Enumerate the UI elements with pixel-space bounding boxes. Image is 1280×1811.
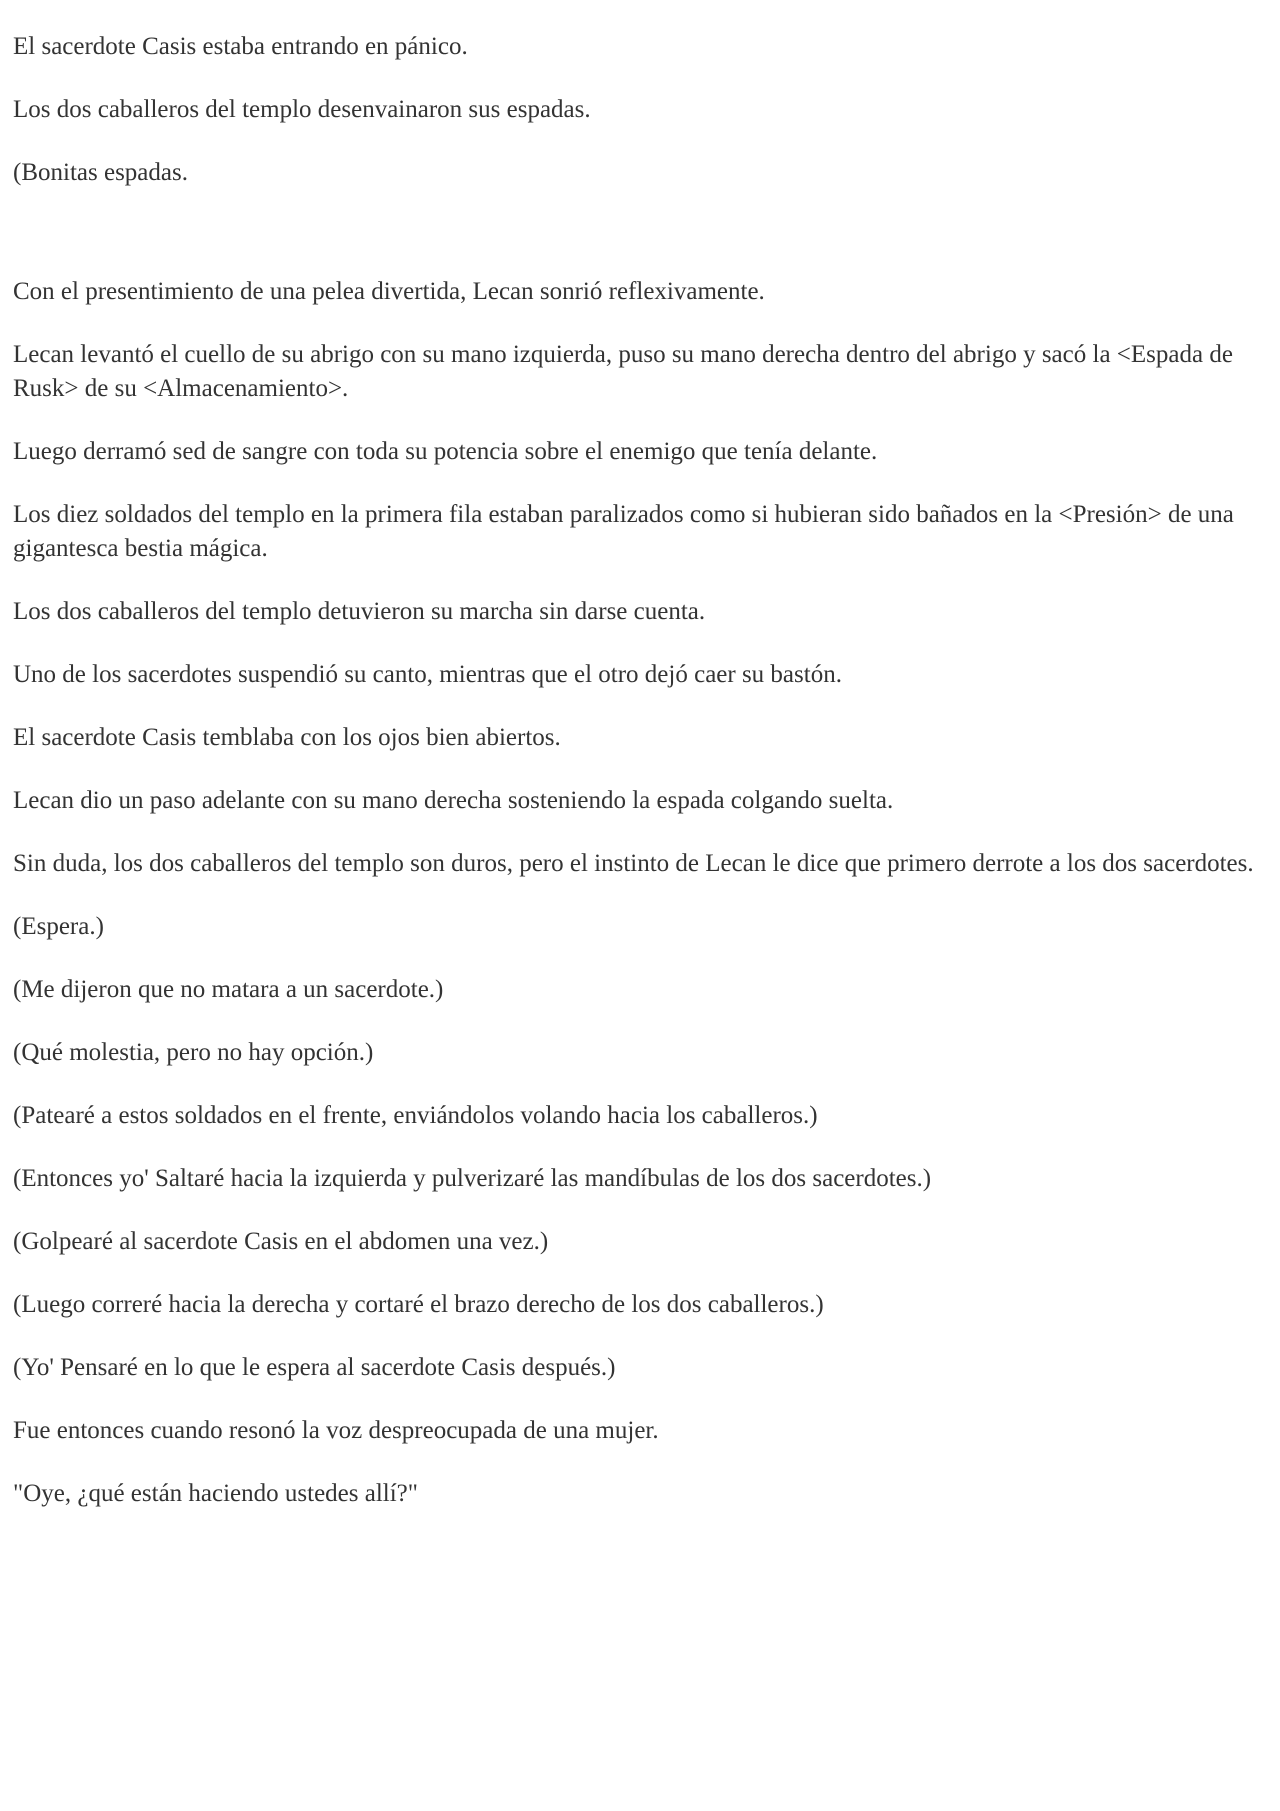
paragraph-3: (Bonitas espadas.	[13, 159, 188, 186]
paragraph-22: "Oye, ¿qué están haciendo ustedes allí?"	[13, 1480, 418, 1507]
paragraph-10: El sacerdote Casis temblaba con los ojos bien abiertos.	[13, 724, 561, 751]
paragraph-17: (Entonces yo' Saltaré hacia la izquierda y pulverizaré las mandíbulas de los dos sacerdotes.)	[13, 1165, 932, 1192]
paragraph-14: (Me dijeron que no matara a un sacerdote.)	[13, 976, 444, 1003]
paragraph-19: (Luego correré hacia la derecha y cortaré el brazo derecho de los dos caballeros.)	[13, 1291, 824, 1318]
paragraph-13: (Espera.)	[13, 913, 104, 940]
paragraph-9: Uno de los sacerdotes suspendió su canto, mientras que el otro dejó caer su bastón.	[13, 661, 842, 688]
paragraph-12: Sin duda, los dos caballeros del templo son duros, pero el instinto de Lecan le dice que primero derrote a los dos sacerdotes.	[13, 850, 1254, 877]
paragraph-11: Lecan dio un paso adelante con su mano derecha sosteniendo la espada colgando suelta.	[13, 787, 894, 814]
paragraph-4: Con el presentimiento de una pelea divertida, Lecan sonrió reflexivamente.	[13, 278, 765, 305]
paragraph-16: (Patearé a estos soldados en el frente, enviándolos volando hacia los caballeros.)	[13, 1102, 818, 1129]
paragraph-6: Luego derramó sed de sangre con toda su potencia sobre el enemigo que tenía delante.	[13, 438, 878, 465]
paragraph-20: (Yo' Pensaré en lo que le espera al sacerdote Casis después.)	[13, 1354, 616, 1381]
paragraph-5: Lecan levantó el cuello de su abrigo con su mano izquierda, puso su mano derecha dentro del abrigo y sacó la <Espada de Rusk> de su <Almacenamiento>.	[13, 341, 1240, 402]
paragraph-8: Los dos caballeros del templo detuvieron su marcha sin darse cuenta.	[13, 598, 706, 625]
paragraph-1: El sacerdote Casis estaba entrando en pánico.	[13, 33, 468, 60]
document-body	[13, 30, 1268, 1540]
paragraph-18: (Golpearé al sacerdote Casis en el abdomen una vez.)	[13, 1228, 549, 1255]
paragraph-2: Los dos caballeros del templo desenvainaron sus espadas.	[13, 96, 591, 123]
paragraph-7: Los diez soldados del templo en la primera fila estaban paralizados como si hubieran sido bañados en la <Presión> de una gigantesca bestia mágica.	[13, 501, 1241, 562]
paragraph-15: (Qué molestia, pero no hay opción.)	[13, 1039, 374, 1066]
paragraph-21: Fue entonces cuando resonó la voz despreocupada de una mujer.	[13, 1417, 659, 1444]
